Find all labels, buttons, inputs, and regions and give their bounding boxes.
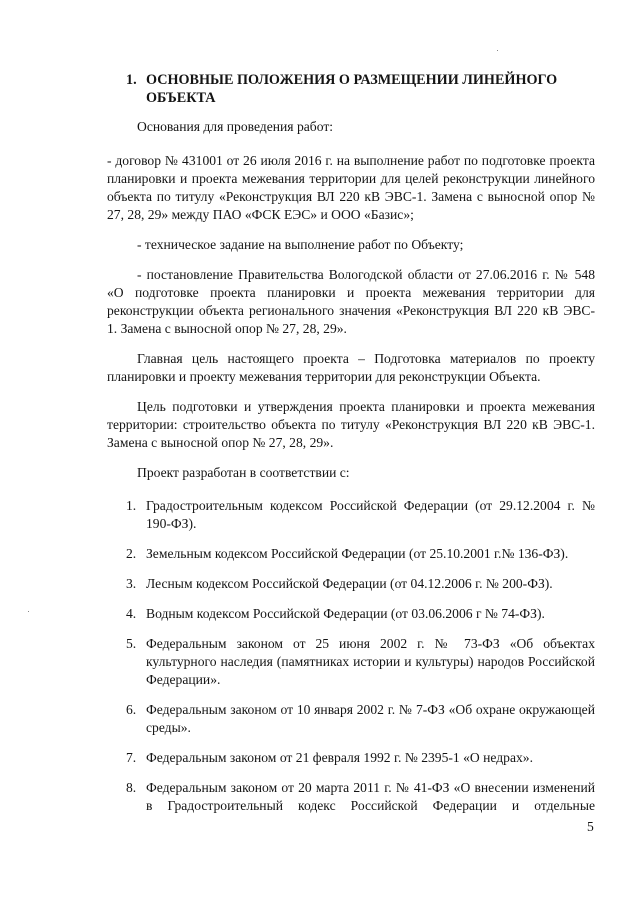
resolution-line: реконструкции объекта регионального значения «Реконструкция ВЛ 220 кВ ЭВС- xyxy=(107,303,595,318)
list-item-line: Федерации». xyxy=(146,672,221,687)
list-item-number: 6. xyxy=(126,702,137,717)
purpose-line: Замена с выносной опор № 27, 28, 29». xyxy=(107,435,334,450)
scan-speck xyxy=(497,50,498,51)
contract-line: - договор № 431001 от 26 июля 2016 г. на выполнение работ по подготовке проекта xyxy=(107,153,595,168)
purpose-line: Цель подготовки и утверждения проекта планировки и проекта межевания xyxy=(137,399,595,414)
list-item-line: в Градостроительный кодекс Российской Федерации и отдельные xyxy=(146,798,595,813)
list-item-line: культурного наследия (памятниках истории и культуры) народов Российской xyxy=(146,654,595,669)
list-item-line: Федеральным законом от 25 июня 2002 г. № 73-ФЗ «Об объектах xyxy=(146,636,595,651)
resolution-line: 1. Замена с выносной опор № 27, 28, 29». xyxy=(107,321,347,336)
list-item-line: Федеральным законом от 20 марта 2011 г. № 41-ФЗ «О внесении изменений xyxy=(146,780,595,795)
list-item-number: 4. xyxy=(126,606,137,621)
contract-line: объекта по титулу «Реконструкция ВЛ 220 кВ ЭВС-1. Замена с выносной опор № xyxy=(107,189,595,204)
purpose-line: территории: строительство объекта по титулу «Реконструкция ВЛ 220 кВ ЭВС-1. xyxy=(107,417,595,432)
section-number: 1. xyxy=(126,72,137,88)
list-item-line: Лесным кодексом Российской Федерации (от 04.12.2006 г. № 200-ФЗ). xyxy=(146,576,553,591)
list-item-line: Федеральным законом от 10 января 2002 г. № 7-ФЗ «Об охране окружающей xyxy=(146,702,595,717)
developed-intro: Проект разработан в соответствии с: xyxy=(137,465,350,480)
list-item-number: 7. xyxy=(126,750,137,765)
list-item-line: Водным кодексом Российской Федерации (от 03.06.2006 г № 74-ФЗ). xyxy=(146,606,545,621)
main-goal-line: планировки и проекту межевания территории для реконструкции Объекта. xyxy=(107,369,541,384)
list-item-number: 3. xyxy=(126,576,137,591)
main-goal-line: Главная цель настоящего проекта – Подготовка материалов по проекту xyxy=(137,351,595,366)
page-number: 5 xyxy=(587,819,594,834)
basis-intro: Основания для проведения работ: xyxy=(137,119,334,134)
resolution-line: «О подготовке проекта планировки и проекта межевания территории для xyxy=(107,285,595,300)
list-item-line: Федеральным законом от 21 февраля 1992 г. № 2395-1 «О недрах». xyxy=(146,750,533,765)
scan-speck xyxy=(28,611,29,612)
section-title-line-2: ОБЪЕКТА xyxy=(146,90,216,106)
list-item-number: 1. xyxy=(126,498,137,513)
list-item-number: 8. xyxy=(126,780,137,795)
list-item-number: 2. xyxy=(126,546,137,561)
list-item-line: Земельным кодексом Российской Федерации (от 25.10.2001 г.№ 136-ФЗ). xyxy=(146,546,569,561)
contract-line: 27, 28, 29» между ПАО «ФСК ЕЭС» и ООО «Базис»; xyxy=(107,207,414,222)
list-item-number: 5. xyxy=(126,636,137,651)
section-title-line-1: ОСНОВНЫЕ ПОЛОЖЕНИЯ О РАЗМЕЩЕНИИ ЛИНЕЙНОГО xyxy=(146,72,558,88)
tech-task: - техническое задание на выполнение работ по Объекту; xyxy=(137,237,464,252)
resolution-line: - постановление Правительства Вологодской области от 27.06.2016 г. № 548 xyxy=(137,267,595,282)
list-item-line: среды». xyxy=(146,720,191,735)
list-item-line: 190-ФЗ). xyxy=(146,516,197,531)
list-item-line: Градостроительным кодексом Российской Федерации (от 29.12.2004 г. № xyxy=(146,498,595,513)
contract-line: планировки и проекта межевания территории для целей реконструкции линейного xyxy=(107,171,595,186)
